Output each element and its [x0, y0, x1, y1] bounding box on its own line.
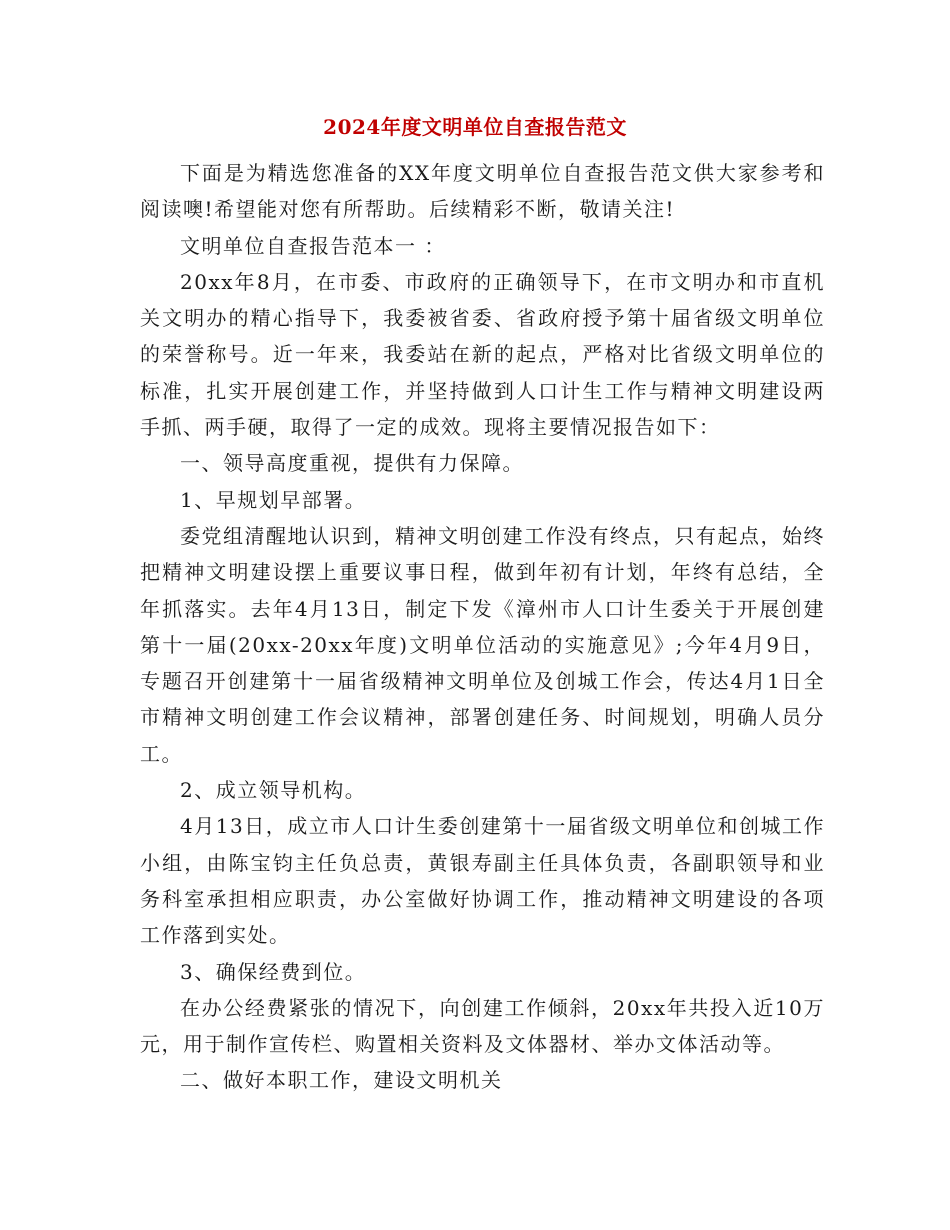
paragraph-overview: 20xx年8月，在市委、市政府的正确领导下，在市文明办和市直机关文明办的精心指导下，我委被省委、省政府授予第十届省级文明单位的荣誉称号。近一年来，我委站在新的起点，严格对比省级文明单位的标准，扎实开展创建工作，并坚持做到人口计生工作与精神文明建设两手抓、两手硬，取得了一定的成效。现将主要情况报告如下：	[140, 269, 825, 440]
section-heading-2: 二、做好本职工作，建设文明机关	[180, 1068, 503, 1093]
section-heading-1: 一、领导高度重视，提供有力保障。	[180, 451, 524, 476]
paragraph-sample-heading: 文明单位自查报告范本一 ：	[180, 233, 446, 258]
subsection-heading-1: 1、早规划早部署。	[180, 487, 367, 512]
paragraph-funding: 在办公经费紧张的情况下，向创建工作倾斜，20xx年共投入近10万元，用于制作宣传栏、购置相关资料及文体器材、举办文体活动等。	[140, 995, 825, 1057]
subsection-heading-2: 2、成立领导机构。	[180, 778, 367, 803]
paragraph-intro: 下面是为精选您准备的XX年度文明单位自查报告范文供大家参考和阅读噢!希望能对您有所帮助。后续精彩不断，敬请关注!	[140, 161, 825, 222]
document-title: 2024年度文明单位自查报告范文	[323, 115, 627, 139]
paragraph-planning: 委党组清醒地认识到，精神文明创建工作没有终点，只有起点，始终把精神文明建设摆上重要议事日程，做到年初有计划，年终有总结，全年抓落实。去年4月13日，制定下发《漳州市人口计生委关于开展创建第十一届(20xx-20xx年度)文明单位活动的实施意见》;今年4月9日，专题召开创建第十一届省级精神文明单位及创城工作会，传达4月1日全市精神文明创建工作会议精神，部署创建任务、时间规划，明确人员分工。	[140, 523, 825, 766]
document-body	[140, 155, 825, 1099]
paragraph-leadership: 4月13日，成立市人口计生委创建第十一届省级文明单位和创城工作小组，由陈宝钧主任负总责，黄银寿副主任具体负责，各副职领导和业务科室承担相应职责，办公室做好协调工作，推动精神文明建设的各项工作落到实处。	[140, 814, 825, 948]
subsection-heading-3: 3、确保经费到位。	[180, 959, 367, 984]
